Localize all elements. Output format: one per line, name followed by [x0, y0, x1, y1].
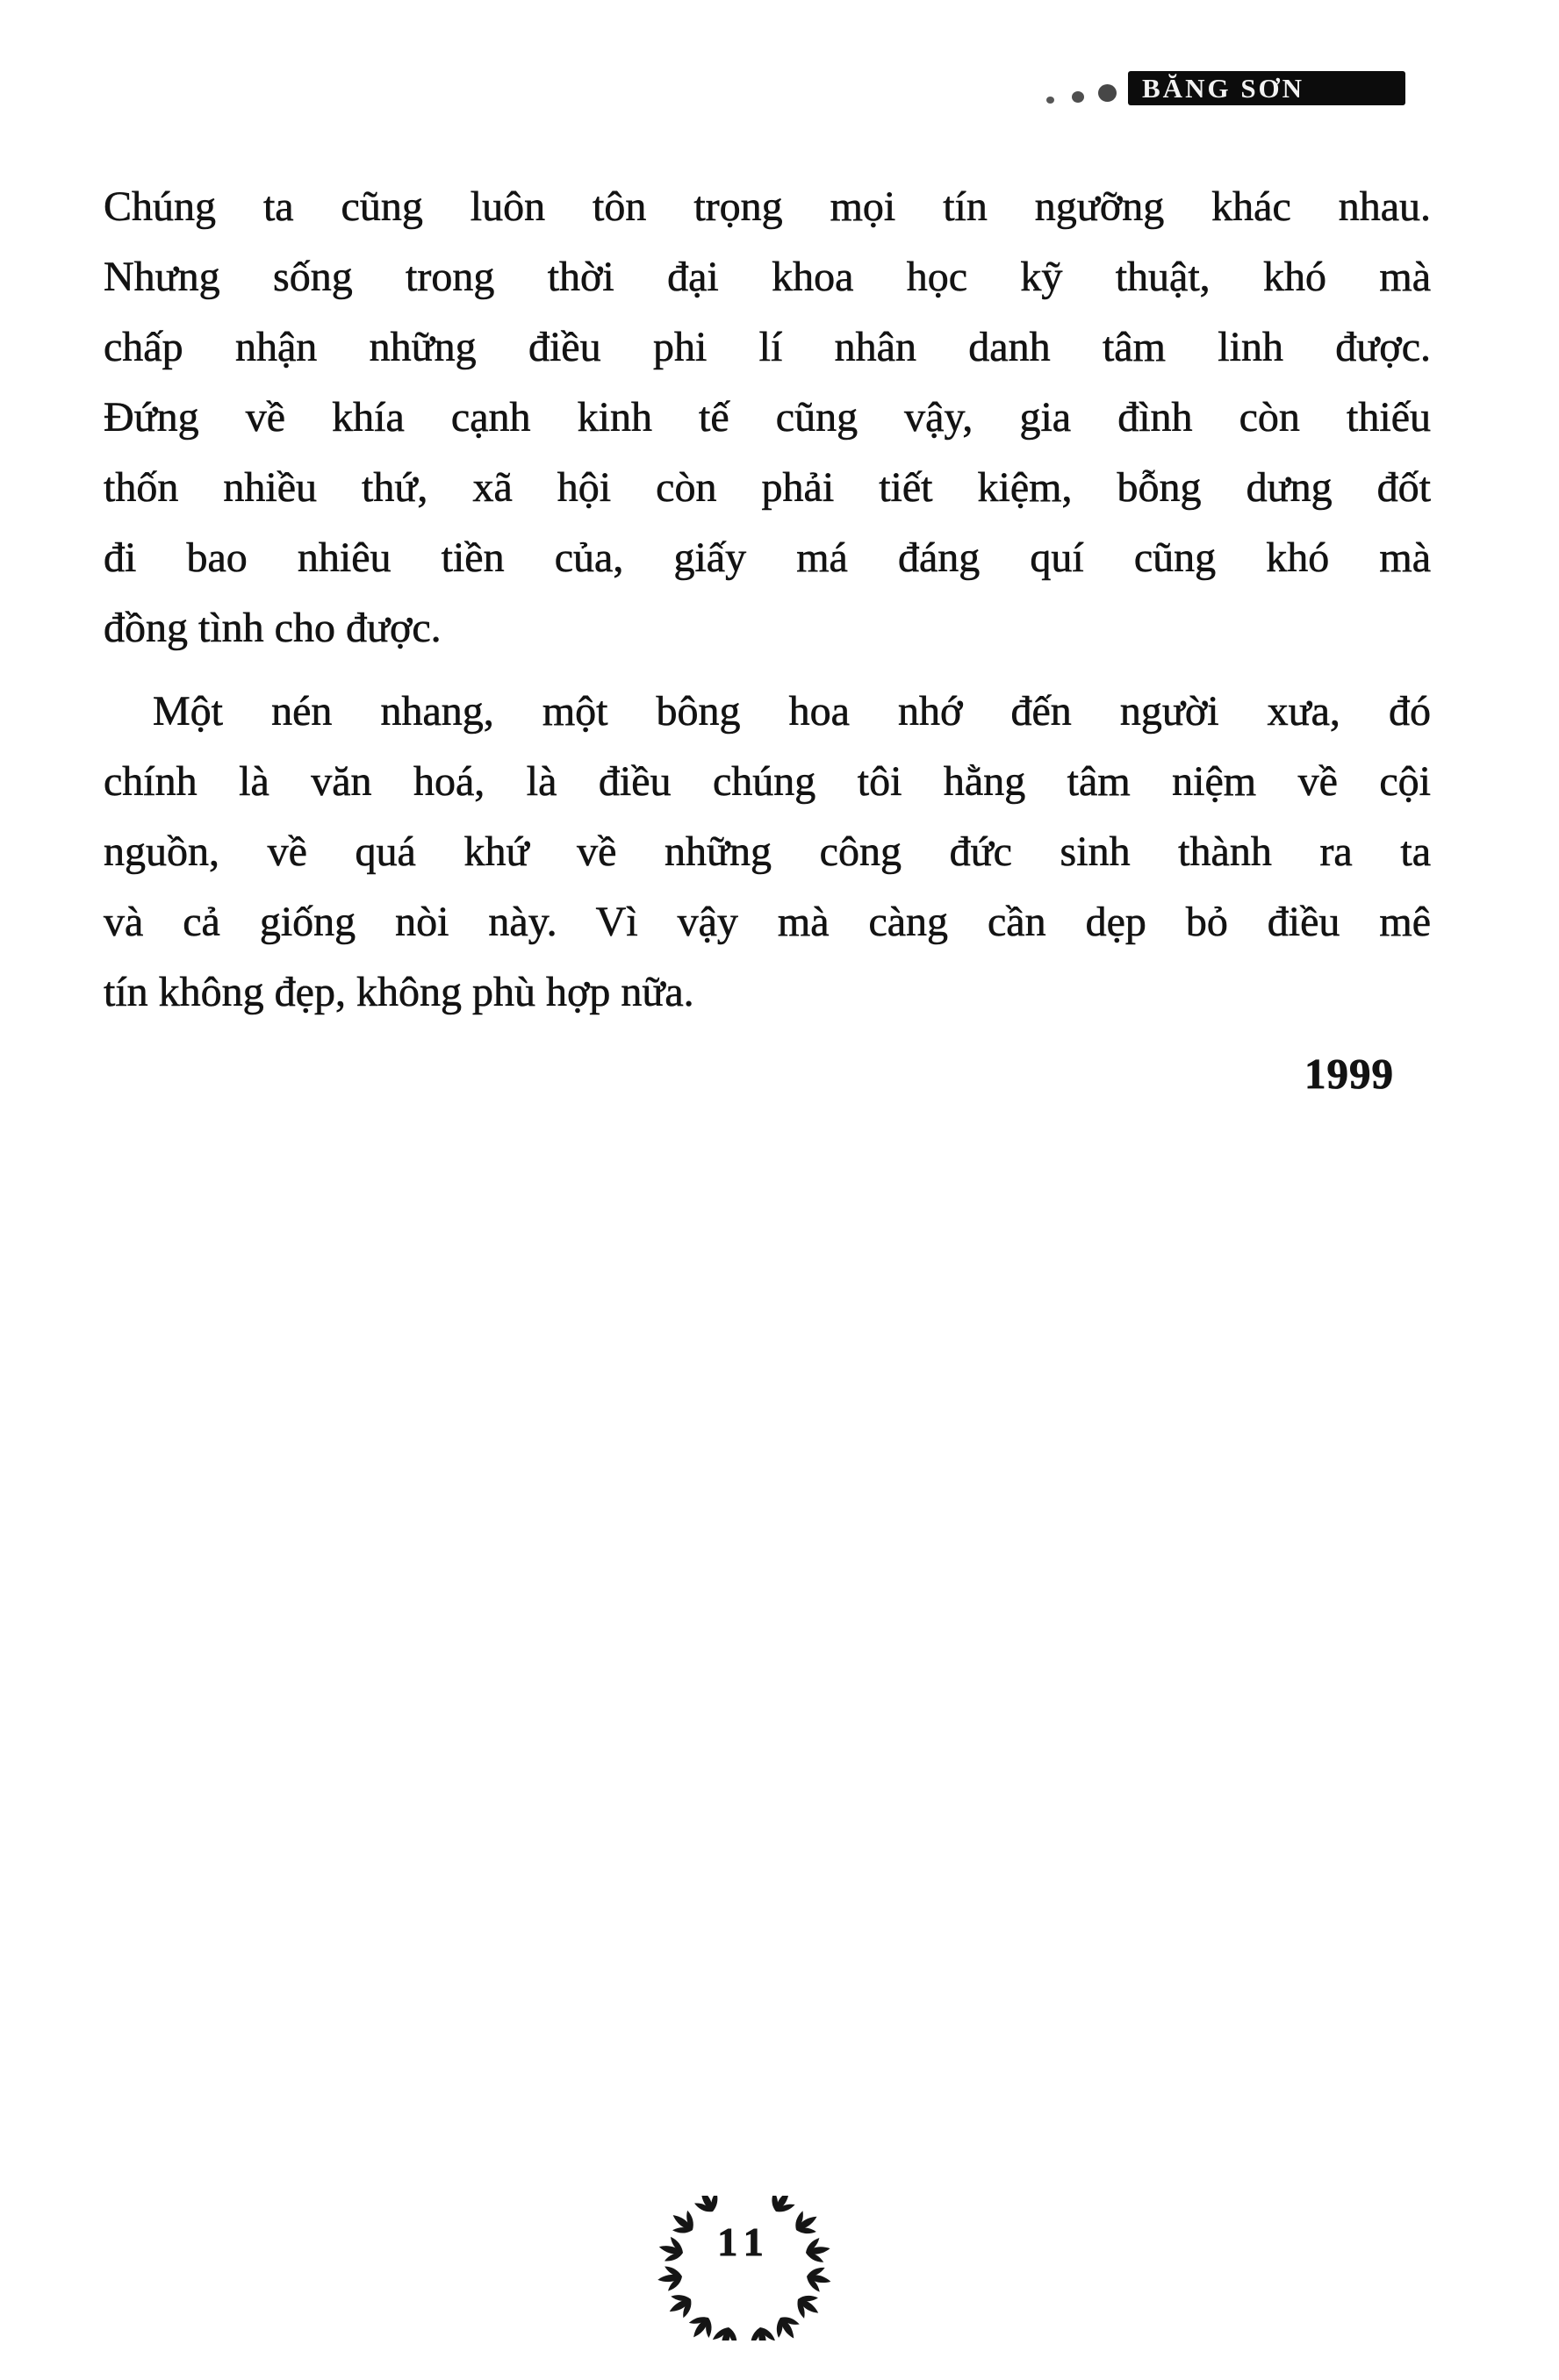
page-number-ornament [657, 2196, 832, 2341]
text-line: Nhưng sống trong thời đại khoa học kỹ thuật, khó mà [104, 254, 1431, 300]
page-number: 11 [717, 2219, 772, 2264]
text-line: đi bao nhiêu tiền của, giấy má đáng quí cũng khó mà [104, 534, 1431, 581]
text-line: chính là văn hoá, là điều chúng tôi hằng tâm niệm về cội [104, 758, 1431, 805]
text-line: và cả giống nòi này. Vì vậy mà càng cần dẹp bỏ điều mê [104, 899, 1431, 945]
author-name: BĂNG SƠN [1142, 73, 1305, 104]
year-signature: 1999 [1304, 1050, 1394, 1098]
text-line: tín không đẹp, không phù hợp nữa. [104, 969, 694, 1015]
text-line: nguồn, về quá khứ về những công đức sinh thành ra ta [104, 828, 1431, 875]
page-body [104, 172, 1431, 1099]
dot-icon [1046, 97, 1054, 104]
author-name-bar [1128, 71, 1405, 105]
paragraph-1 [104, 172, 1431, 663]
text-line: thốn nhiều thứ, xã hội còn phải tiết kiệm, bỗng dưng đốt [104, 464, 1431, 511]
laurel-right-branch [745, 2196, 832, 2341]
text-line: Đứng về khía cạnh kinh tế cũng vậy, gia đình còn thiếu [104, 394, 1431, 441]
text-line: Một nén nhang, một bông hoa nhớ đến người xưa, đó [153, 688, 1431, 735]
dot-icon [1098, 84, 1117, 102]
text-line: chấp nhận những điều phi lí nhân danh tâm linh được. [104, 324, 1431, 370]
paragraph-2 [104, 677, 1431, 1028]
text-line: Chúng ta cũng luôn tôn trọng mọi tín ngưỡng khác nhau. [104, 183, 1431, 230]
dot-icon [1072, 91, 1084, 103]
text-line: đồng tình cho được. [104, 605, 442, 651]
laurel-left-branch [657, 2196, 744, 2341]
laurel-wreath-icon [657, 2196, 832, 2341]
